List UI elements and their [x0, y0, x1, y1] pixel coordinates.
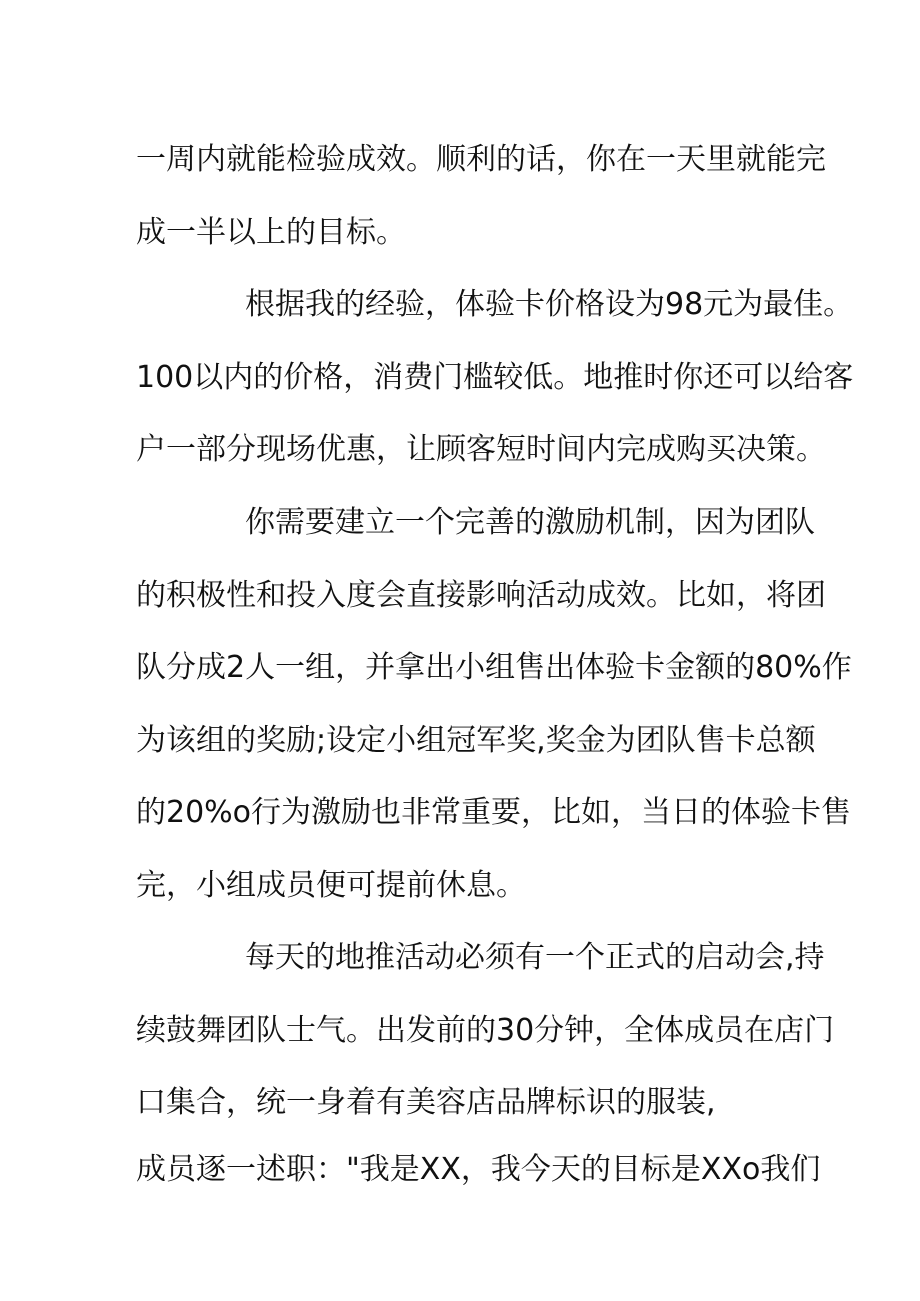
- paragraph-4-line-2: 续鼓舞团队士气。出发前的30分钟，全体成员在店门: [136, 1013, 835, 1048]
- paragraph-4-line-4: 成员逐一述职："我是XX，我今天的目标是XXo我们: [136, 1152, 821, 1187]
- paragraph-3-line-2: 的积极性和投入度会直接影响活动成效。比如，将团: [136, 578, 826, 613]
- paragraph-2-line-1: 根据我的经验，体验卡价格设为98元为最佳。: [245, 287, 854, 322]
- paragraph-3-line-6: 完，小组成员便可提前休息。: [136, 868, 526, 903]
- paragraph-1-line-1: 一周内就能检验成效。顺利的话，你在一天里就能完: [136, 142, 826, 177]
- paragraph-1-line-2: 成一半以上的目标。: [136, 215, 406, 250]
- paragraph-3-line-3: 队分成2人一组，并拿出小组售出体验卡金额的80%作: [136, 650, 852, 685]
- paragraph-4-line-3: 口集合，统一身着有美容店品牌标识的服装,: [136, 1085, 716, 1120]
- paragraph-3-line-1: 你需要建立一个完善的激励机制，因为团队: [245, 505, 815, 540]
- paragraph-3-line-5: 的20%o行为激励也非常重要，比如，当日的体验卡售: [136, 795, 852, 830]
- paragraph-3-line-4: 为该组的奖励;设定小组冠军奖,奖金为团队售卡总额: [136, 723, 816, 758]
- paragraph-2-line-2: 100以内的价格，消费门槛较低。地推时你还可以给客: [136, 360, 854, 395]
- paragraph-4-line-1: 每天的地推活动必须有一个正式的启动会,持: [245, 940, 825, 975]
- paragraph-2-line-3: 户一部分现场优惠，让顾客短时间内完成购买决策。: [136, 432, 826, 467]
